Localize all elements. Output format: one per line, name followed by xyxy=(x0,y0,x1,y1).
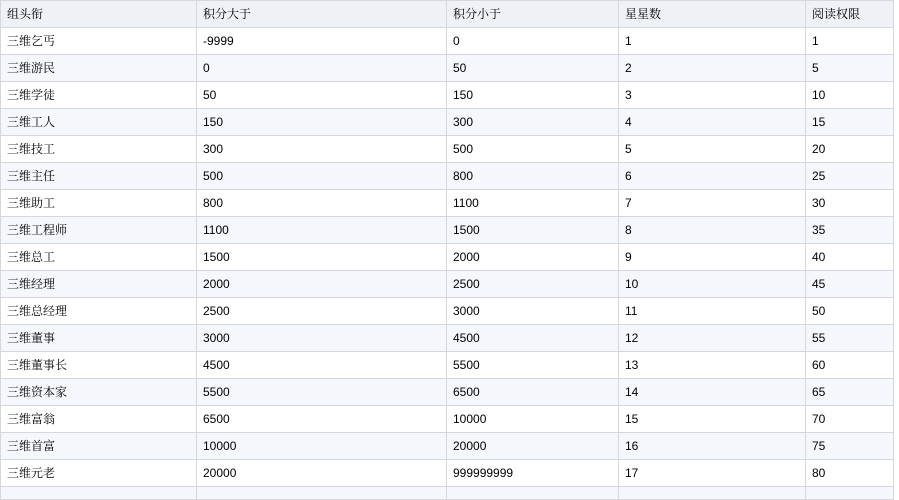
table-row xyxy=(1,163,894,190)
cell-points-min: 500 xyxy=(197,163,447,190)
cell-points-max: 0 xyxy=(447,28,619,55)
cell-points-max: 50 xyxy=(447,55,619,82)
cell-points-min: 300 xyxy=(197,136,447,163)
cell-read-permission: 10 xyxy=(806,82,894,109)
cell-star-count: 13 xyxy=(619,352,806,379)
cell-rank-title: 三维经理 xyxy=(1,271,197,298)
column-header-read-permission: 阅读权限 xyxy=(806,1,894,28)
cell-points-min: -9999 xyxy=(197,28,447,55)
cell-read-permission: 25 xyxy=(806,163,894,190)
cell-points-max: 800 xyxy=(447,163,619,190)
cell-points-min: 150 xyxy=(197,109,447,136)
cell-star-count: 1 xyxy=(619,28,806,55)
cell-points-max: 3000 xyxy=(447,298,619,325)
cell-read-permission: 50 xyxy=(806,298,894,325)
cell-star-count: 6 xyxy=(619,163,806,190)
cell-points-max: 150 xyxy=(447,82,619,109)
table-row xyxy=(1,136,894,163)
cell-read-permission: 60 xyxy=(806,352,894,379)
cell-rank-title: 三维首富 xyxy=(1,433,197,460)
cell-star-count: 3 xyxy=(619,82,806,109)
cell-points-min: 1500 xyxy=(197,244,447,271)
column-header-points-max: 积分小于 xyxy=(447,1,619,28)
cell-points-min: 10000 xyxy=(197,433,447,460)
cell-star-count: 17 xyxy=(619,460,806,487)
cell-points-min: 800 xyxy=(197,190,447,217)
cell-points-max xyxy=(447,487,619,500)
cell-points-max: 500 xyxy=(447,136,619,163)
cell-rank-title: 三维董事长 xyxy=(1,352,197,379)
cell-points-max: 20000 xyxy=(447,433,619,460)
cell-points-min: 0 xyxy=(197,55,447,82)
table-row xyxy=(1,271,894,298)
cell-points-min: 6500 xyxy=(197,406,447,433)
cell-points-min xyxy=(197,487,447,500)
cell-points-max: 6500 xyxy=(447,379,619,406)
table-row xyxy=(1,217,894,244)
cell-rank-title: 三维工人 xyxy=(1,109,197,136)
table-row xyxy=(1,352,894,379)
cell-star-count xyxy=(619,487,806,500)
cell-rank-title: 三维总工 xyxy=(1,244,197,271)
cell-star-count: 7 xyxy=(619,190,806,217)
cell-points-max: 10000 xyxy=(447,406,619,433)
cell-rank-title: 三维游民 xyxy=(1,55,197,82)
cell-star-count: 8 xyxy=(619,217,806,244)
cell-rank-title: 三维主任 xyxy=(1,163,197,190)
cell-rank-title: 三维助工 xyxy=(1,190,197,217)
cell-points-max: 1100 xyxy=(447,190,619,217)
table-row xyxy=(1,487,894,500)
cell-points-min: 20000 xyxy=(197,460,447,487)
cell-rank-title: 三维董事 xyxy=(1,325,197,352)
cell-read-permission: 35 xyxy=(806,217,894,244)
cell-points-min: 2000 xyxy=(197,271,447,298)
cell-star-count: 2 xyxy=(619,55,806,82)
cell-star-count: 14 xyxy=(619,379,806,406)
table-row xyxy=(1,433,894,460)
cell-read-permission: 65 xyxy=(806,379,894,406)
table-row xyxy=(1,190,894,217)
cell-rank-title xyxy=(1,487,197,500)
table-row xyxy=(1,406,894,433)
cell-points-min: 50 xyxy=(197,82,447,109)
table-row xyxy=(1,298,894,325)
cell-read-permission: 75 xyxy=(806,433,894,460)
table-row xyxy=(1,55,894,82)
cell-read-permission: 30 xyxy=(806,190,894,217)
cell-points-max: 300 xyxy=(447,109,619,136)
cell-read-permission: 70 xyxy=(806,406,894,433)
cell-points-max: 5500 xyxy=(447,352,619,379)
cell-points-min: 2500 xyxy=(197,298,447,325)
cell-read-permission: 45 xyxy=(806,271,894,298)
table-header xyxy=(1,1,894,28)
table-row xyxy=(1,325,894,352)
cell-points-min: 1100 xyxy=(197,217,447,244)
cell-star-count: 9 xyxy=(619,244,806,271)
cell-read-permission: 55 xyxy=(806,325,894,352)
table-row xyxy=(1,28,894,55)
table-header-row xyxy=(1,1,894,28)
cell-read-permission: 40 xyxy=(806,244,894,271)
cell-points-max: 999999999 xyxy=(447,460,619,487)
cell-points-min: 5500 xyxy=(197,379,447,406)
column-header-points-min: 积分大于 xyxy=(197,1,447,28)
table-row xyxy=(1,244,894,271)
table-body xyxy=(1,28,894,500)
cell-points-max: 4500 xyxy=(447,325,619,352)
cell-points-max: 2500 xyxy=(447,271,619,298)
cell-rank-title: 三维工程师 xyxy=(1,217,197,244)
column-header-star-count: 星星数 xyxy=(619,1,806,28)
cell-star-count: 10 xyxy=(619,271,806,298)
cell-read-permission: 15 xyxy=(806,109,894,136)
cell-rank-title: 三维富翁 xyxy=(1,406,197,433)
cell-points-min: 4500 xyxy=(197,352,447,379)
cell-rank-title: 三维技工 xyxy=(1,136,197,163)
cell-star-count: 11 xyxy=(619,298,806,325)
cell-star-count: 4 xyxy=(619,109,806,136)
cell-rank-title: 三维元老 xyxy=(1,460,197,487)
cell-points-max: 2000 xyxy=(447,244,619,271)
table-row xyxy=(1,109,894,136)
cell-star-count: 16 xyxy=(619,433,806,460)
cell-rank-title: 三维学徒 xyxy=(1,82,197,109)
cell-rank-title: 三维资本家 xyxy=(1,379,197,406)
cell-read-permission: 1 xyxy=(806,28,894,55)
cell-points-min: 3000 xyxy=(197,325,447,352)
column-header-rank-title: 组头衔 xyxy=(1,1,197,28)
cell-read-permission: 80 xyxy=(806,460,894,487)
cell-read-permission: 20 xyxy=(806,136,894,163)
cell-points-max: 1500 xyxy=(447,217,619,244)
cell-read-permission: 5 xyxy=(806,55,894,82)
table-row xyxy=(1,379,894,406)
cell-star-count: 5 xyxy=(619,136,806,163)
cell-star-count: 12 xyxy=(619,325,806,352)
cell-rank-title: 三维乞丐 xyxy=(1,28,197,55)
cell-rank-title: 三维总经理 xyxy=(1,298,197,325)
cell-star-count: 15 xyxy=(619,406,806,433)
table-row xyxy=(1,460,894,487)
table-row xyxy=(1,82,894,109)
cell-read-permission xyxy=(806,487,894,500)
